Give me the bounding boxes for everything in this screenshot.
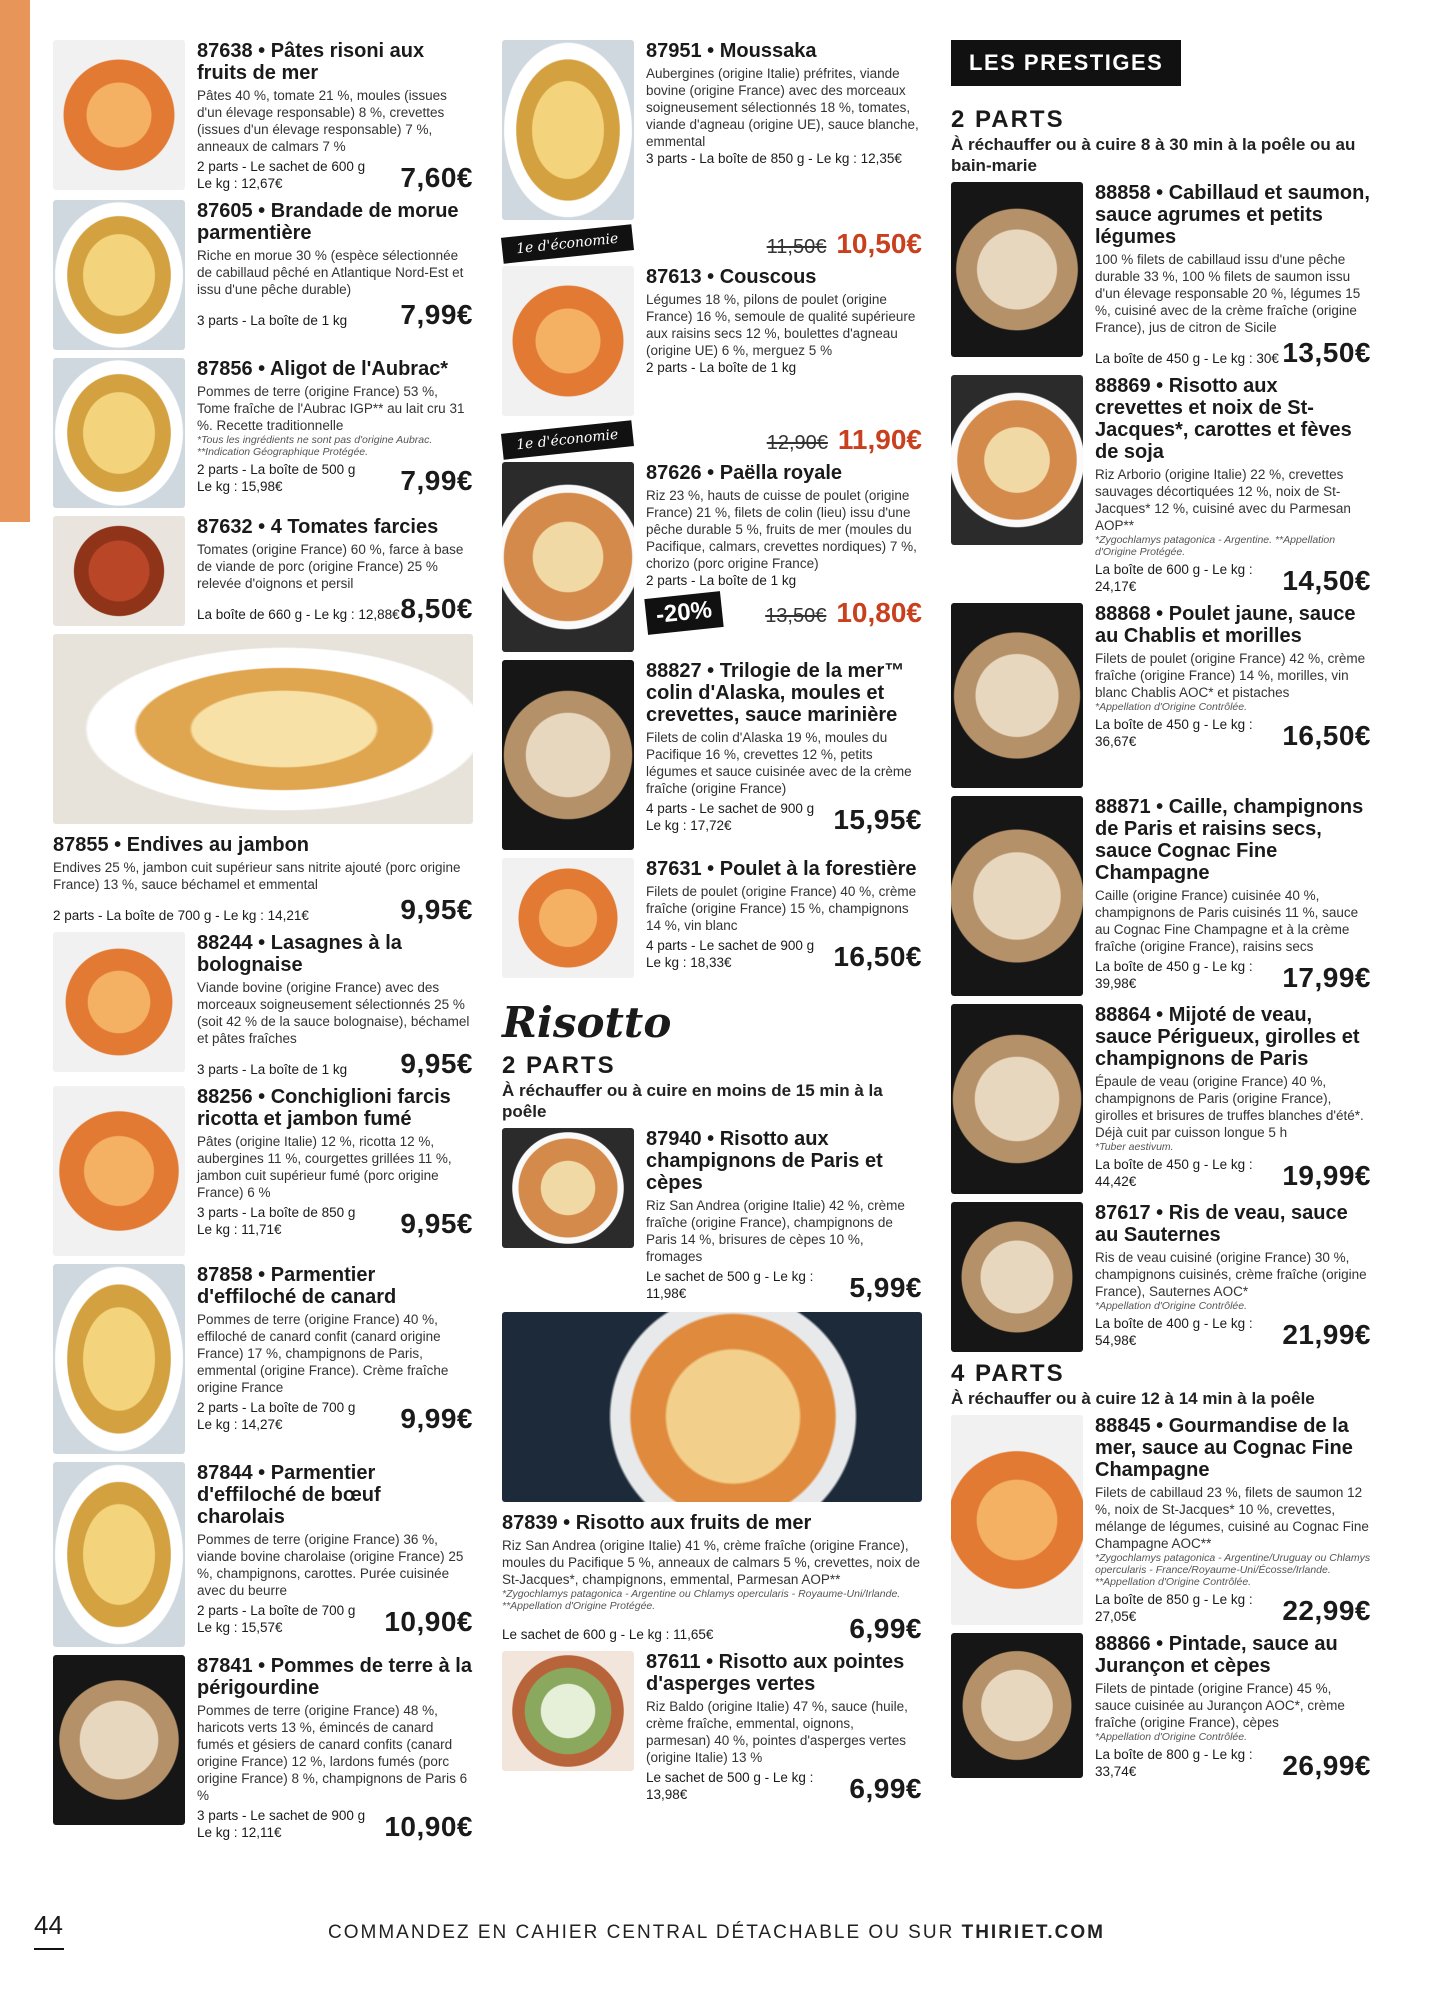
product-card[interactable] — [53, 516, 473, 626]
product-image — [951, 603, 1083, 788]
product-image — [502, 40, 634, 220]
product-quantity: La boîte de 450 g - Le kg : 36,67€ — [1095, 717, 1253, 749]
promo-price: 10,80€ — [836, 597, 922, 628]
product-quantity: Le sachet de 500 g - Le kg : 13,98€ — [646, 1770, 814, 1802]
product-footnote: *Zygochlamys patagonica - Argentine. **Appellation d'Origine Protégée. — [1095, 534, 1336, 558]
product-image — [502, 1312, 922, 1502]
product-image — [53, 634, 473, 824]
product-name: 87940 • Risotto aux champignons de Paris et cèpes — [646, 1128, 883, 1194]
product-footnote: *Appellation d'Origine Contrôlée. — [1095, 1300, 1248, 1312]
product-description: Pâtes (origine Italie) 12 %, ricotta 12 %, aubergines 11 %, courgettes grillées 11 %, jambon cuit supérieur fumé (porc origine France) 6 % — [197, 1134, 452, 1200]
product-price: 9,95€ — [400, 1208, 473, 1239]
product-name: 87951 • Moussaka — [646, 40, 817, 62]
product-card[interactable] — [951, 1202, 1371, 1352]
product-description: Filets de colin d'Alaska 19 %, moules du Pacifique 16 %, crevettes 12 %, petits légumes et sauce cuisinée avec de la crème fraîche (origine France) — [646, 730, 912, 796]
old-price: 11,50€ — [766, 236, 827, 258]
product-name: 88869 • Risotto aux crevettes et noix de St-Jacques*, carottes et fèves de soja — [1095, 375, 1352, 463]
product-price: 9,95€ — [400, 1048, 473, 1079]
product-image — [53, 200, 185, 350]
risotto-title: Risotto — [502, 998, 672, 1047]
product-name: 87611 • Risotto aux pointes d'asperges vertes — [646, 1651, 905, 1695]
promo-row — [502, 228, 922, 260]
product-footnote: *Zygochlamys patagonica - Argentine/Uruguay ou Chlamys opercularis - France/Royaume-Uni/Écosse/Irlande. **Appellation d'Origine Contrôlée. — [1095, 1552, 1371, 1588]
product-image — [502, 660, 634, 850]
product-name: 87839 • Risotto aux fruits de mer — [502, 1512, 812, 1534]
product-description: Filets de cabillaud 23 %, filets de saumon 12 %, noix de St-Jacques* 10 %, crevettes, mélange de légumes, cuisiné au Cognac Fine Champagne AOC** — [1095, 1485, 1369, 1551]
column-middle — [502, 40, 922, 1811]
product-quantity: La boîte de 450 g - Le kg : 30€ — [1095, 351, 1279, 366]
product-name: 88858 • Cabillaud et saumon, sauce agrumes et petits légumes — [1095, 182, 1370, 248]
product-image — [951, 1202, 1083, 1352]
product-description: Riz Baldo (origine Italie) 47 %, sauce (huile, crème fraîche, emmental, oignons, parmesan) 40 %, pointes d'asperges vertes (origine Italie) 13 % — [646, 1699, 908, 1765]
product-quantity: 2 parts - La boîte de 700 g — [197, 1400, 356, 1415]
product-price-per-kg: Le kg : 14,27€ — [197, 1417, 283, 1432]
product-name: 87844 • Parmentier d'effiloché de bœuf charolais — [197, 1462, 381, 1528]
risotto-subtitle: À réchauffer ou à cuire en moins de 15 min à la poêle — [502, 1081, 883, 1121]
product-description: Riz 23 %, hauts de cuisse de poulet (origine France) 21 %, filets de colin (lieu) issu d'une pêche durable 5 %, fruits de mer (moules du Pacifique, calmars, crevettes nordiques) 7 %, chorizo (porc origine France) — [646, 488, 917, 571]
promo-price: 10,50€ — [836, 228, 922, 259]
product-quantity: 2 parts - La boîte de 1 kg — [646, 573, 797, 588]
product-description: Filets de poulet (origine France) 40 %, crème fraîche (origine France) 15 %, champignons 14 %, vin blanc — [646, 884, 917, 933]
product-image — [951, 796, 1083, 996]
product-price: 16,50€ — [1282, 720, 1371, 751]
product-image — [502, 266, 634, 416]
savings-badge: 1e d'économie — [501, 420, 634, 459]
product-quantity: 3 parts - La boîte de 1 kg — [197, 313, 348, 328]
product-footnote: *Zygochlamys patagonica - Argentine ou Chlamys opercularis - Royaume-Uni/Irlande. **Appellation d'Origine Protégée. — [502, 1588, 901, 1612]
product-price: 10,90€ — [384, 1811, 473, 1842]
product-image — [502, 1128, 634, 1248]
product-card[interactable] — [502, 1128, 922, 1302]
footer-order-text: COMMANDEZ EN CAHIER CENTRAL DÉTACHABLE OU SUR — [328, 1922, 955, 1943]
product-card[interactable] — [502, 266, 922, 416]
section-subtitle: À réchauffer ou à cuire 8 à 30 min à la poêle ou au bain-marie — [951, 135, 1356, 175]
product-card[interactable] — [951, 603, 1371, 788]
product-name: 88864 • Mijoté de veau, sauce Périgueux, girolles et champignons de Paris — [1095, 1004, 1360, 1070]
product-image — [951, 182, 1083, 357]
product-price: 6,99€ — [849, 1773, 922, 1804]
column-right — [951, 40, 1371, 1788]
product-price: 9,99€ — [400, 1403, 473, 1434]
product-description: Légumes 18 %, pilons de poulet (origine France) 16 %, semoule de qualité supérieure aux raisins secs 12 %, boulettes d'agneau (origine UE) 6 %, merguez 5 % — [646, 292, 916, 358]
product-image — [951, 1633, 1083, 1778]
savings-badge: 1e d'économie — [501, 224, 634, 263]
product-image — [53, 1264, 185, 1454]
product-price: 16,50€ — [833, 941, 922, 972]
product-name: 87626 • Paëlla royale — [646, 462, 843, 484]
product-quantity: Le sachet de 500 g - Le kg : 11,98€ — [646, 1269, 814, 1301]
risotto-parts-heading: 2 PARTS — [502, 1052, 616, 1079]
product-description: Viande bovine (origine France) avec des morceaux soigneusement sélectionnés 25 % (soit 42 % de la sauce bolognaise), béchamel et pâtes fraîches — [197, 980, 470, 1046]
product-description: Ris de veau cuisiné (origine France) 30 %, champignons cuisinés, crème fraîche (origine France), Sauternes AOC* — [1095, 1250, 1367, 1299]
product-price: 13,50€ — [1282, 337, 1371, 368]
product-card[interactable] — [53, 200, 473, 350]
product-image — [53, 1462, 185, 1647]
product-description: Caille (origine France) cuisinée 40 %, champignons de Paris cuisinés 11 %, sauce au Cognac Fine Champagne et à la crème fraîche (origine France), raisins secs — [1095, 888, 1359, 954]
product-quantity: 3 parts - La boîte de 1 kg — [197, 1062, 348, 1077]
product-description: Pommes de terre (origine France) 36 %, viande bovine charolaise (origine France) 25 %, champignons, carottes. Purée cuisinée avec du beurre — [197, 1532, 464, 1598]
product-description: Riz Arborio (origine Italie) 22 %, crevettes sauvages décortiquées 12 %, noix de St-Jacques* 12 %, cuisiné avec du Parmesan AOP** — [1095, 467, 1351, 533]
product-card[interactable] — [502, 1651, 922, 1803]
promo-row — [502, 424, 922, 456]
product-card[interactable] — [53, 358, 473, 508]
product-price: 22,99€ — [1282, 1595, 1371, 1626]
product-price: 7,99€ — [400, 465, 473, 496]
product-name: 87605 • Brandade de morue parmentière — [197, 200, 459, 244]
product-quantity: La boîte de 450 g - Le kg : 44,42€ — [1095, 1157, 1253, 1189]
product-image — [53, 40, 185, 190]
footer-text — [0, 1922, 1433, 1944]
product-name: 88256 • Conchiglioni farcis ricotta et jambon fumé — [197, 1086, 451, 1130]
product-price: 15,95€ — [833, 804, 922, 835]
product-description: Riz San Andrea (origine Italie) 41 %, crème fraîche (origine France), moules du Pacifique 5 %, anneaux de calmars 5 %, crevettes, noix de St-Jacques*, champignons, emmental, Parmesan AOP** — [502, 1538, 920, 1587]
product-description: Pommes de terre (origine France) 53 %, Tome fraîche de l'Aubrac IGP** au lait cru 31 %. Recette traditionnelle — [197, 384, 465, 433]
product-name: 87632 • 4 Tomates farcies — [197, 516, 439, 538]
product-card[interactable] — [951, 796, 1371, 996]
product-name: 87858 • Parmentier d'effiloché de canard — [197, 1264, 397, 1308]
product-price: 5,99€ — [849, 1272, 922, 1303]
promo-price: 11,90€ — [837, 424, 922, 455]
product-description: Pommes de terre (origine France) 48 %, haricots verts 13 %, émincés de canard fumés et gésiers de canard confits (canard origine France) 12 %, lardons fumés (porc origine France) 8 %, champignons de Paris 6 % — [197, 1703, 468, 1803]
old-price: 12,90€ — [766, 432, 828, 454]
product-description: Aubergines (origine Italie) préfrites, viande bovine (origine France) avec des morceaux soigneusement sélectionnés 18 %, tomates, viande d'agneau (origine UE), sauce blanche, emmental — [646, 66, 919, 149]
product-image — [53, 358, 185, 508]
product-quantity: 2 parts - Le sachet de 600 g — [197, 159, 366, 174]
product-name: 87841 • Pommes de terre à la périgourdine — [197, 1655, 472, 1699]
product-description: Riz San Andrea (origine Italie) 42 %, crème fraîche (origine France), champignons de Paris 14 %, brisures de cèpes 10 %, fromages — [646, 1198, 905, 1264]
product-price: 26,99€ — [1282, 1750, 1371, 1781]
product-price-per-kg: Le kg : 12,11€ — [197, 1825, 282, 1840]
product-footnote: *Tuber aestivum. — [1095, 1141, 1174, 1153]
product-description: Pâtes 40 %, tomate 21 %, moules (issues d'un élevage responsable) 8 %, crevettes (issues d'un élevage responsable) 7 %, anneaux de calmars 7 % — [197, 88, 447, 154]
product-image — [502, 1651, 634, 1771]
product-card[interactable] — [951, 1415, 1371, 1625]
product-quantity: La boîte de 850 g - Le kg : 27,05€ — [1095, 1592, 1253, 1624]
old-price: 13,50€ — [765, 605, 827, 627]
column-left — [53, 40, 473, 1849]
product-card[interactable] — [53, 1086, 473, 1256]
product-card[interactable] — [53, 1655, 473, 1841]
product-price: 10,90€ — [384, 1606, 473, 1637]
product-description: Tomates (origine France) 60 %, farce à base de viande de porc (origine France) 25 % relevée d'oignons et persil — [197, 542, 464, 591]
product-image — [53, 516, 185, 626]
section-subtitle: À réchauffer ou à cuire 12 à 14 min à la poêle — [951, 1389, 1315, 1408]
product-card[interactable] — [502, 462, 922, 652]
section-tag: LES PRESTIGES — [951, 40, 1181, 86]
product-image — [53, 1655, 185, 1825]
product-price-per-kg: Le kg : 12,67€ — [197, 176, 283, 191]
product-price: 8,50€ — [400, 593, 473, 624]
product-quantity: 2 parts - La boîte de 1 kg — [646, 360, 797, 375]
product-image — [502, 462, 634, 652]
product-card[interactable] — [53, 1462, 473, 1647]
product-quantity: La boîte de 450 g - Le kg : 39,98€ — [1095, 959, 1253, 991]
product-name: 88868 • Poulet jaune, sauce au Chablis et morilles — [1095, 603, 1356, 647]
product-description: Épaule de veau (origine France) 40 %, champignons de Paris (origine France), girolles et brisures de truffes blanches d'été*. Déjà cuit par cuisson longue 5 h — [1095, 1074, 1364, 1140]
product-card[interactable] — [502, 660, 922, 850]
product-price: 7,60€ — [400, 162, 473, 193]
product-name: 87638 • Pâtes risoni aux fruits de mer — [197, 40, 425, 84]
product-quantity: 3 parts - Le sachet de 900 g — [197, 1808, 366, 1823]
product-price: 6,99€ — [849, 1613, 922, 1644]
product-card[interactable] — [502, 858, 922, 978]
product-name: 87617 • Ris de veau, sauce au Sauternes — [1095, 1202, 1348, 1246]
page-footer — [0, 1910, 1433, 1970]
product-quantity: La boîte de 660 g - Le kg : 12,88€ — [197, 607, 400, 622]
product-footnote: *Tous les ingrédients ne sont pas d'origine Aubrac. **Indication Géographique Protégée. — [197, 434, 433, 458]
product-price: 9,95€ — [400, 894, 473, 925]
product-image — [951, 1415, 1083, 1625]
product-name: 87631 • Poulet à la forestière — [646, 858, 917, 880]
product-card[interactable] — [502, 40, 922, 220]
discount-badge: -20% — [644, 591, 723, 635]
product-footnote: *Appellation d'Origine Contrôlée. — [1095, 701, 1248, 713]
product-description: Riche en morue 30 % (espèce sélectionnée de cabillaud pêché en Atlantique Nord-Est et issu d'une pêche durable) — [197, 248, 464, 297]
product-price-per-kg: Le kg : 15,57€ — [197, 1620, 283, 1635]
parts-heading: 4 PARTS — [951, 1360, 1065, 1387]
product-price: 14,50€ — [1282, 565, 1371, 596]
product-price: 7,99€ — [400, 299, 473, 330]
product-image — [53, 1086, 185, 1256]
product-price-per-kg: Le kg : 18,33€ — [646, 955, 732, 970]
product-card[interactable] — [951, 1633, 1371, 1780]
product-quantity: La boîte de 400 g - Le kg : 54,98€ — [1095, 1316, 1253, 1348]
product-price-per-kg: Le kg : 15,98€ — [197, 479, 283, 494]
product-quantity: 4 parts - Le sachet de 900 g — [646, 938, 815, 953]
product-name: 87855 • Endives au jambon — [53, 834, 309, 856]
product-name: 87613 • Couscous — [646, 266, 817, 288]
product-name: 88244 • Lasagnes à la bolognaise — [197, 932, 402, 976]
product-image — [951, 1004, 1083, 1194]
parts-heading: 2 PARTS — [951, 106, 1065, 133]
page-number-underline — [34, 1948, 64, 1950]
footer-site-link[interactable]: THIRIET.COM — [961, 1922, 1105, 1943]
product-quantity: Le sachet de 600 g - Le kg : 11,65€ — [502, 1627, 714, 1642]
product-name: 87856 • Aligot de l'Aubrac* — [197, 358, 449, 380]
product-name: 88871 • Caille, champignons de Paris et raisins secs, sauce Cognac Fine Champagne — [1095, 796, 1364, 884]
product-description: Pommes de terre (origine France) 40 %, effiloché de canard confit (canard origine France) 17 %, champignons de Paris, emmental (origine France). Crème fraîche origine France — [197, 1312, 449, 1395]
product-card[interactable] — [951, 1004, 1371, 1194]
product-image — [951, 375, 1083, 545]
product-quantity: 4 parts - Le sachet de 900 g — [646, 801, 815, 816]
product-quantity: 2 parts - La boîte de 500 g — [197, 462, 356, 477]
product-description: Filets de poulet (origine France) 42 %, crème fraîche (origine France) 14 %, morilles, vin blanc Chablis AOC* et pistaches — [1095, 651, 1366, 700]
product-quantity: 3 parts - La boîte de 850 g — [197, 1205, 356, 1220]
product-quantity: La boîte de 800 g - Le kg : 33,74€ — [1095, 1747, 1253, 1779]
promo-row — [646, 595, 922, 631]
product-price: 21,99€ — [1282, 1319, 1371, 1350]
page-number: 44 — [34, 1910, 63, 1940]
product-name: 88866 • Pintade, sauce au Jurançon et cèpes — [1095, 1633, 1338, 1677]
product-quantity: 2 parts - La boîte de 700 g — [197, 1603, 356, 1618]
product-card[interactable] — [951, 375, 1371, 595]
product-card[interactable] — [951, 182, 1371, 367]
product-name: 88827 • Trilogie de la mer™ colin d'Alaska, moules et crevettes, sauce marinière — [646, 660, 905, 726]
product-card[interactable] — [53, 932, 473, 1078]
product-card[interactable] — [53, 634, 473, 924]
product-quantity: La boîte de 600 g - Le kg : 24,17€ — [1095, 562, 1253, 594]
product-card[interactable] — [53, 1264, 473, 1454]
product-price-per-kg: Le kg : 17,72€ — [646, 818, 732, 833]
product-price-per-kg: Le kg : 11,71€ — [197, 1222, 282, 1237]
product-quantity: 2 parts - La boîte de 700 g - Le kg : 14,21€ — [53, 908, 309, 923]
product-price: 19,99€ — [1282, 1160, 1371, 1191]
product-name: 88845 • Gourmandise de la mer, sauce au Cognac Fine Champagne — [1095, 1415, 1353, 1481]
product-description: Endives 25 %, jambon cuit supérieur sans nitrite ajouté (porc origine France) 13 %, sauce béchamel et emmental — [53, 860, 461, 892]
product-image — [53, 932, 185, 1072]
product-card[interactable] — [53, 40, 473, 192]
product-description: 100 % filets de cabillaud issu d'une pêche durable 33 %, 100 % filets de saumon issu d'un élevage responsable 20 %, légumes 15 %, cuisiné avec de la crème fraîche (origine France), jus de citron de Sicile — [1095, 252, 1361, 335]
section-tab — [0, 0, 30, 522]
product-image — [502, 858, 634, 978]
product-quantity: 3 parts - La boîte de 850 g - Le kg : 12,35€ — [646, 151, 902, 166]
product-footnote: *Appellation d'Origine Contrôlée. — [1095, 1731, 1248, 1743]
product-card[interactable] — [502, 1312, 922, 1643]
product-description: Filets de pintade (origine France) 45 %, sauce cuisinée au Jurançon AOC*, crème fraîche (origine France), cèpes — [1095, 1681, 1345, 1730]
product-price: 17,99€ — [1282, 962, 1371, 993]
